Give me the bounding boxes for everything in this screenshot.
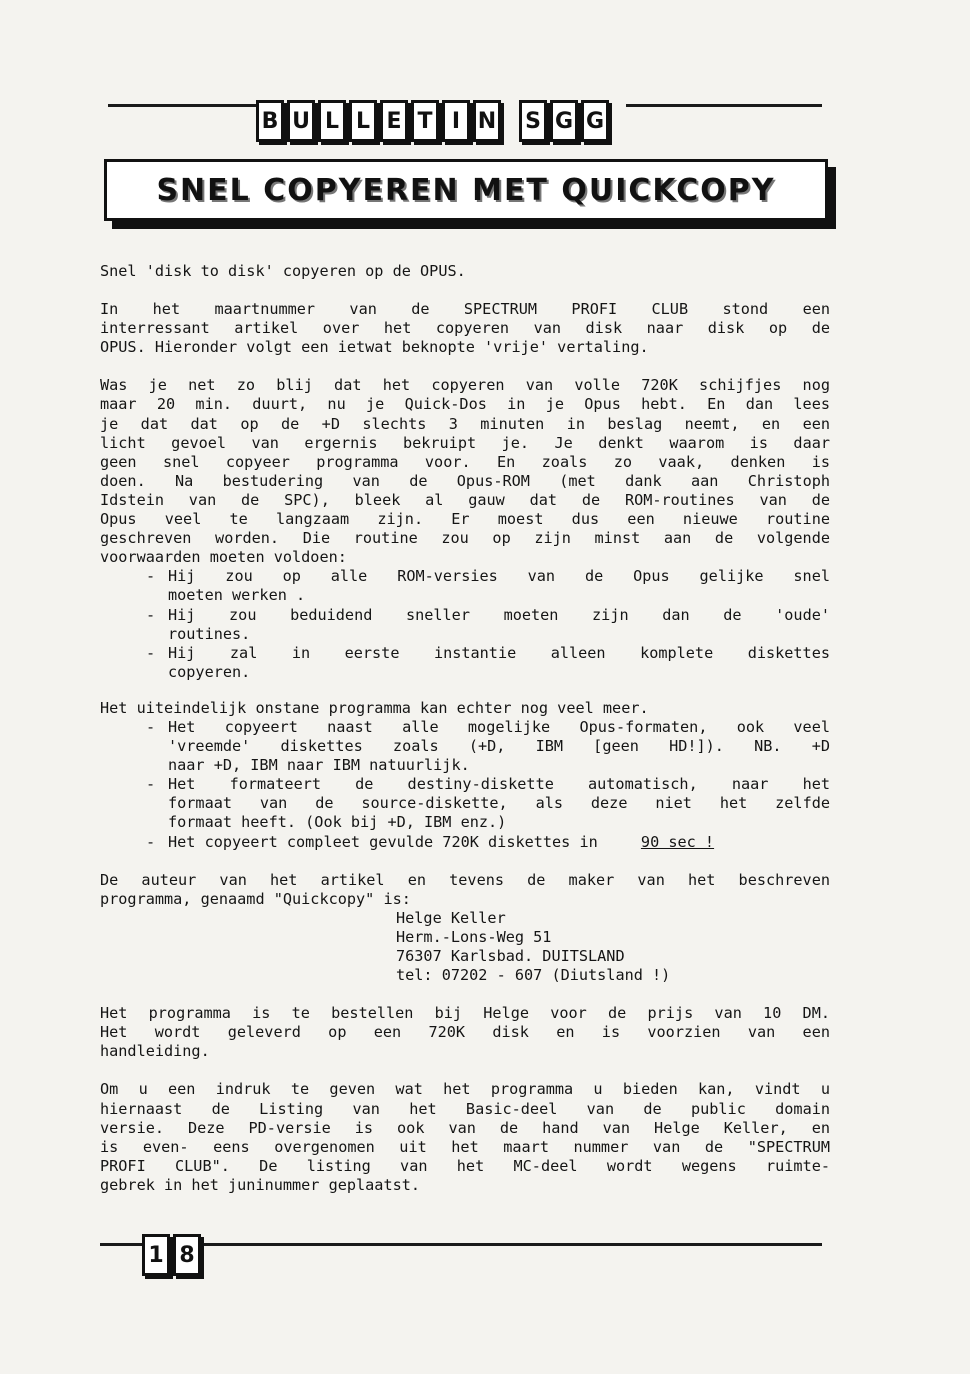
text-line: programma, genaamd "Quickcopy" is: — [100, 889, 411, 908]
text-line: voorwaarden moeten voldoen: — [100, 548, 347, 567]
text-line: Hij zou op alle ROM-versies van de Opus gelijke snel — [168, 567, 830, 586]
text-line: formaat van de source-diskette, als deze niet het zelfde — [168, 794, 830, 813]
text-line: handleiding. — [100, 1042, 210, 1061]
masthead-letter: G — [581, 100, 609, 142]
text-line: In het maartnummer van de SPECTRUM PROFI CLUB stond een — [100, 300, 830, 319]
text-line: gebrek in het juninummer geplaatst. — [100, 1175, 421, 1194]
page-digit: 8 — [173, 1234, 201, 1276]
text-line: Het programma is te bestellen bij Helge voor de prijs van 10 DM. — [100, 1004, 830, 1023]
text-line: geschreven worden. Die routine zou op zijn minst aan de volgende — [100, 529, 830, 548]
intro-paragraph — [100, 262, 830, 281]
requirements-list — [100, 567, 830, 682]
footer-rule — [100, 1243, 822, 1246]
masthead-letter: L — [318, 100, 346, 142]
paragraph-2 — [100, 376, 830, 567]
page-number — [142, 1234, 201, 1276]
list-item: - Hij zou op alle ROM-versies van de Opus gelijke snel moeten werken . — [146, 567, 830, 605]
features-section — [100, 699, 830, 852]
address-line: tel: 07202 - 607 (Diutsland !) — [396, 966, 671, 985]
address-line: Helge Keller — [396, 908, 506, 927]
article-title: SNEL COPYEREN MET QUICKCOPY — [156, 172, 776, 208]
masthead-letter: I — [442, 100, 470, 142]
text-line: Was je net zo blij dat het copyeren van volle 720K schijfjes nog — [100, 376, 830, 395]
masthead-letter: B — [256, 100, 284, 142]
text-line: interressant artikel over het copyeren van disk naar disk op de — [100, 319, 830, 338]
text-line: hiernaast de Listing van het Basic-deel van de public domain — [100, 1099, 830, 1118]
masthead-rule-left — [108, 104, 258, 107]
masthead-spacer — [504, 103, 516, 139]
masthead-letter: S — [519, 100, 547, 142]
text-line: Het formateert de destiny-diskette automatisch, naar het — [168, 775, 830, 794]
listing-paragraph — [100, 1080, 830, 1195]
text-line: versie. Deze PD-versie is ook van de hand van Helge Keller, en — [100, 1118, 830, 1137]
highlight-speed: 90 sec ! — [640, 832, 715, 851]
text-line: Opus veel te langzaam zijn. Er moest dus een nieuwe routine — [100, 510, 830, 529]
text-line: licht gevoel van ergernis bekruipt je. Je denkt waarom is daar — [100, 433, 830, 452]
masthead-letter: G — [550, 100, 578, 142]
text-line: naar +D, IBM naar IBM natuurlijk. — [168, 756, 470, 775]
text-line: De auteur van het artikel en tevens de maker van het beschreven — [100, 870, 830, 889]
text-line: Hij zou beduidend sneller moeten zijn dan de 'oude' — [168, 605, 830, 624]
page-digit: 1 — [142, 1234, 170, 1276]
article-body — [100, 262, 830, 1214]
masthead-letter: U — [287, 100, 315, 142]
text-line: je dat dat op de +D slechts 3 minuten in beslag neemt, en een — [100, 414, 830, 433]
masthead-letter: N — [473, 100, 501, 142]
text-line: Het wordt geleverd op een 720K disk en is voorzien van een — [100, 1023, 830, 1042]
text-line: PROFI CLUB". De listing van het MC-deel wordt wegens ruimte- — [100, 1156, 830, 1175]
text-line: doen. Na bestudering van de Opus-ROM (met dank aan Christoph — [100, 471, 830, 490]
text-line: copyeren. — [168, 662, 251, 681]
text-line: maar 20 min. duurt, nu je Quick-Dos in je Opus hebt. En dan lees — [100, 395, 830, 414]
list-item: - Hij zal in eerste instantie alleen komplete diskettes copyeren. — [146, 643, 830, 681]
address-line: Herm.-Lons-Weg 51 — [396, 927, 552, 946]
text-line: is even- eens overgenomen uit het maart nummer van de "SPECTRUM — [100, 1137, 830, 1156]
text-line: Hij zal in eerste instantie alleen komplete diskettes — [168, 643, 830, 662]
text-line: Het uiteindelijk onstane programma kan echter nog veel meer. — [100, 698, 649, 717]
masthead-letter: T — [411, 100, 439, 142]
text-line: Snel 'disk to disk' copyeren op de OPUS. — [100, 262, 466, 280]
masthead-logo — [256, 101, 609, 141]
list-item: - Het copyeert compleet gevulde 720K diskettes in 90 sec ! — [146, 832, 715, 851]
text-line: Het copyeert naast alle mogelijke Opus-formaten, ook veel — [168, 717, 830, 736]
paragraph-1 — [100, 300, 830, 357]
address-line: 76307 Karlsbad. DUITSLAND — [396, 947, 625, 965]
text-line: 'vreemde' diskettes zoals (+D, IBM [geen HD!]). NB. +D — [168, 737, 830, 756]
list-item: - Het formateert de destiny-diskette automatisch, naar het formaat van de source-diskette, als deze niet het zelfde formaat heeft. (Ook bij +D, IBM enz.) — [146, 775, 830, 832]
article-title-box — [104, 159, 828, 221]
author-address — [396, 909, 830, 985]
order-paragraph — [100, 1004, 830, 1061]
text-line: routines. — [168, 624, 251, 643]
masthead-letter: L — [349, 100, 377, 142]
text-line: geen snel copyeer programma voor. En zoals zo vaak, denken is — [100, 452, 830, 471]
text-line: Om u een indruk te geven wat het programma u bieden kan, vindt u — [100, 1080, 830, 1099]
text-line: formaat heeft. (Ook bij +D, IBM enz.) — [168, 813, 507, 832]
text-line: Idstein van de SPC), bleek al gauw dat de ROM-routines van de — [100, 490, 830, 509]
text-line: moeten werken . — [168, 586, 306, 605]
list-item: - Het copyeert naast alle mogelijke Opus-formaten, ook veel 'vreemde' diskettes zoals (+D, IBM [geen HD!]). NB. +D naar +D, IBM naar IBM natuurlijk. — [146, 717, 830, 775]
masthead-rule-right — [626, 104, 822, 107]
list-item: - Hij zou beduidend sneller moeten zijn dan de 'oude' routines. — [146, 605, 830, 643]
author-paragraph — [100, 871, 830, 909]
text-line: OPUS. Hieronder volgt een ietwat beknopte 'vrije' vertaling. — [100, 338, 649, 357]
masthead-letter: E — [380, 100, 408, 142]
text-line: Het copyeert compleet gevulde 720K diskettes in — [168, 832, 598, 851]
